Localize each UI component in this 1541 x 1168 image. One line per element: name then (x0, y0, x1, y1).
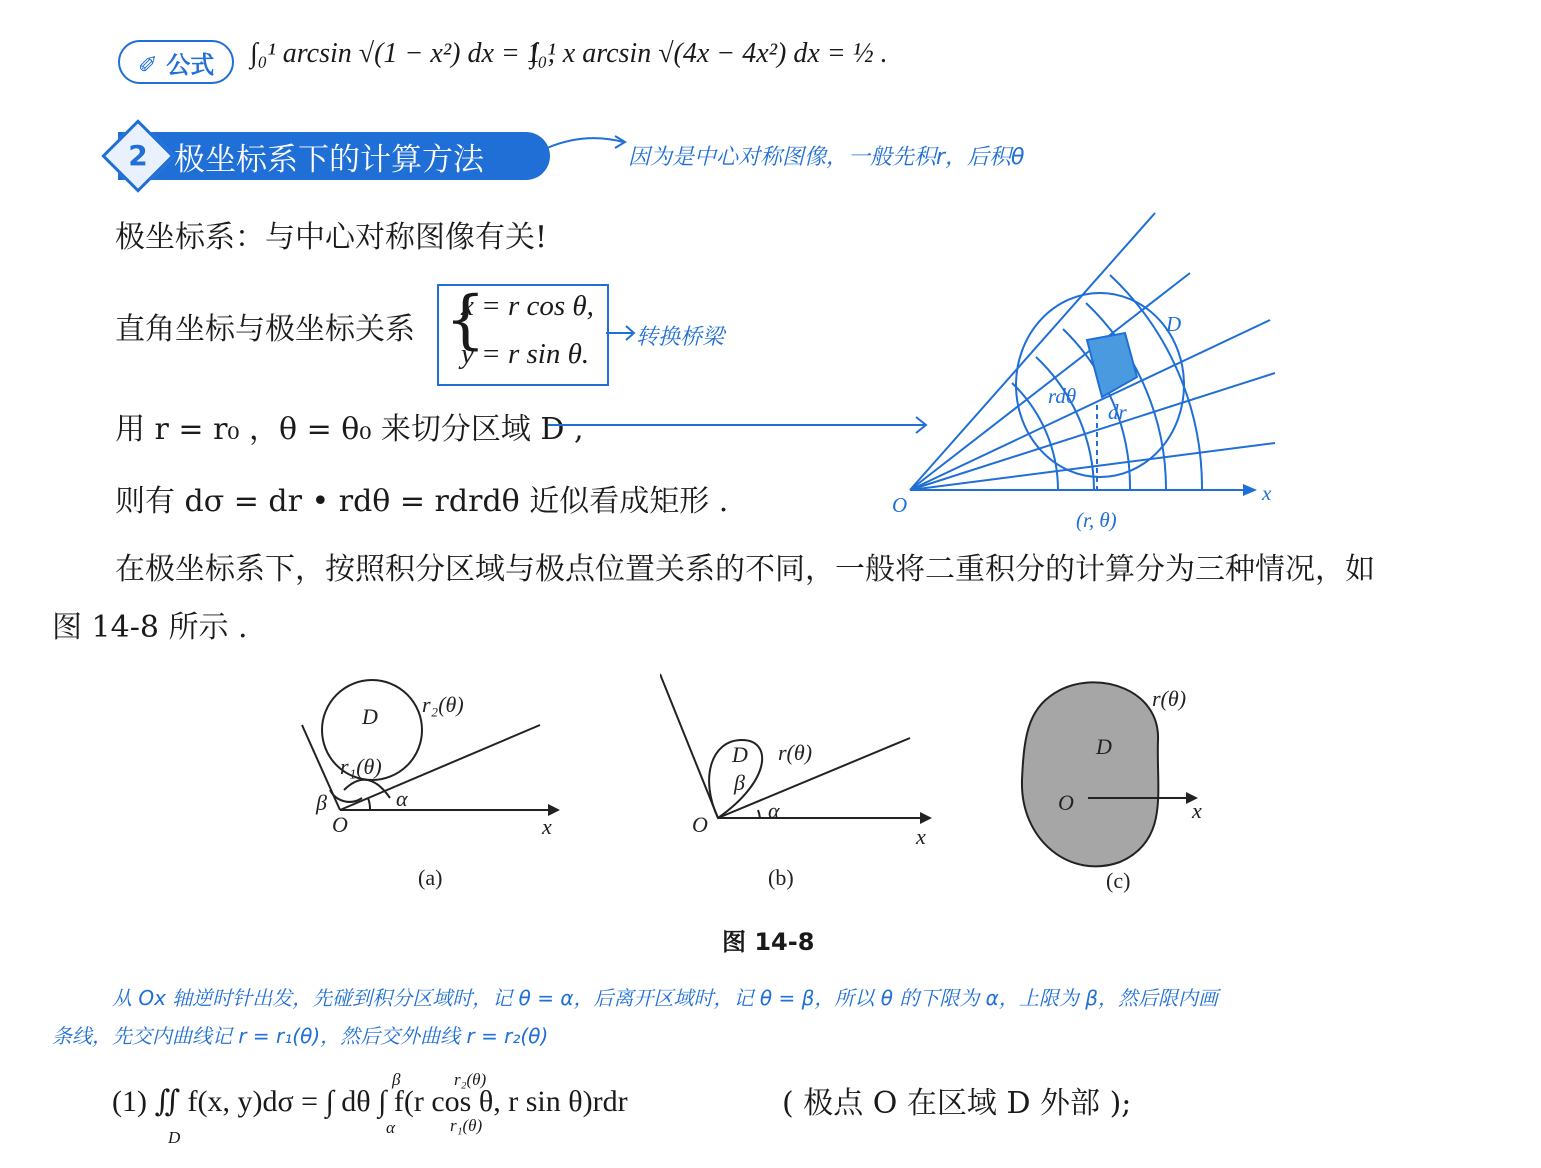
eq-y: y = r sin θ. (461, 338, 590, 370)
relation-box (437, 284, 609, 386)
alpha-arc (758, 810, 760, 818)
label-r: r(θ) (1152, 686, 1187, 711)
alpha-arc (368, 798, 370, 810)
caption-b: (b) (768, 865, 794, 890)
figure-title: 图 14-8 (722, 928, 815, 956)
label-O: O (332, 812, 348, 837)
brace: { (445, 283, 486, 357)
region-D (1022, 682, 1158, 866)
formula-badge: ✐ 公式 (118, 40, 234, 84)
label-r: r(θ) (778, 740, 813, 765)
label-beta: β (316, 790, 327, 815)
figure-b (660, 670, 950, 900)
label-D: D (1166, 312, 1182, 336)
paragraph-relation-label: 直角坐标与极坐标关系 (115, 312, 415, 347)
case1-formula: (1) ∬ f(x, y)dσ = ∫ dθ ∫ f(r cos θ, r sin θ)rdr (112, 1085, 628, 1118)
case1-lim-r2: r₂(θ) (454, 1070, 487, 1089)
label-beta: β (734, 770, 745, 795)
section-number: 2 (101, 119, 175, 193)
case1-lim-beta: β (392, 1070, 401, 1089)
label-r1: r₁(θ) (340, 754, 382, 779)
label-O: O (692, 812, 708, 837)
label-x: x (1192, 798, 1202, 823)
note-line-1: 从 Ox 轴逆时针出发，先碰到积分区域时，记 θ = α，后离开区域时，记 θ = β，所以 θ 的下限为 α，上限为 β，然后限内画 (112, 986, 1218, 1010)
eq-x: x = r cos θ, (461, 290, 594, 322)
ray-beta (660, 674, 718, 818)
label-D: D (362, 704, 378, 729)
label-O: O (892, 493, 908, 517)
integral-formula-2: ∫₀¹ x arcsin √(4x − 4x²) dx = ½ . (530, 38, 888, 69)
section-handwritten-note: 因为是中心对称图像，一般先积r，后积θ (628, 145, 1025, 170)
ray-2 (910, 273, 1190, 490)
caption-a: (a) (418, 865, 443, 890)
bridge-arrow (606, 322, 638, 344)
x-arrowhead (920, 812, 932, 824)
paragraph-cases-line2: 图 14-8 所示 . (52, 610, 248, 645)
paragraph-area-element: 则有 dσ = dr • rdθ = rdrdθ 近似看成矩形 . (115, 484, 729, 519)
label-x: x (916, 824, 926, 849)
paragraph-polar-intro: 极坐标系：与中心对称图像有关! (115, 220, 548, 255)
inner-curve (344, 780, 390, 798)
section-note-arrow (545, 128, 635, 168)
x-axis-arrowhead (1243, 484, 1257, 496)
figure-c (1010, 670, 1240, 900)
label-x: x (1262, 481, 1272, 505)
caption-c: (c) (1106, 868, 1131, 893)
label-alpha: α (396, 786, 408, 811)
label-alpha: α (768, 798, 780, 823)
case1-remark: ( 极点 O 在区域 D 外部 ); (782, 1086, 1132, 1121)
label-r2: r₂(θ) (422, 692, 464, 717)
polar-partition-diagram (880, 205, 1300, 545)
bridge-note: 转换桥梁 (636, 325, 725, 350)
paragraph-partition: 用 r = r₀ ，θ = θ₀ 来切分区域 D , (115, 412, 584, 447)
paragraph-cases-line1: 在极坐标系下，按照积分区域与极点位置关系的不同，一般将二重积分的计算分为三种情况，如 (115, 552, 1375, 587)
figure-a (290, 670, 590, 900)
case1-lim-r1: r₁(θ) (450, 1116, 483, 1135)
label-D: D (1096, 734, 1112, 759)
label-x: x (542, 814, 552, 839)
case1-lim-alpha: α (386, 1118, 395, 1137)
integral-formula-1: ∫₀¹ arcsin √(1 − x²) dx = 1 , (250, 38, 555, 69)
label-rdtheta: rdθ (1048, 384, 1077, 408)
case1-sub-D: D (168, 1128, 181, 1147)
note-line-2: 条线，先交内曲线记 r = r₁(θ)，然后交外曲线 r = r₂(θ) (52, 1024, 549, 1048)
label-O: O (1058, 790, 1074, 815)
label-dr: dr (1108, 400, 1127, 424)
label-point: (r, θ) (1076, 508, 1117, 532)
partition-arrow (548, 412, 933, 438)
label-D: D (732, 742, 748, 767)
section-title: 极坐标系下的计算方法 (118, 132, 550, 180)
